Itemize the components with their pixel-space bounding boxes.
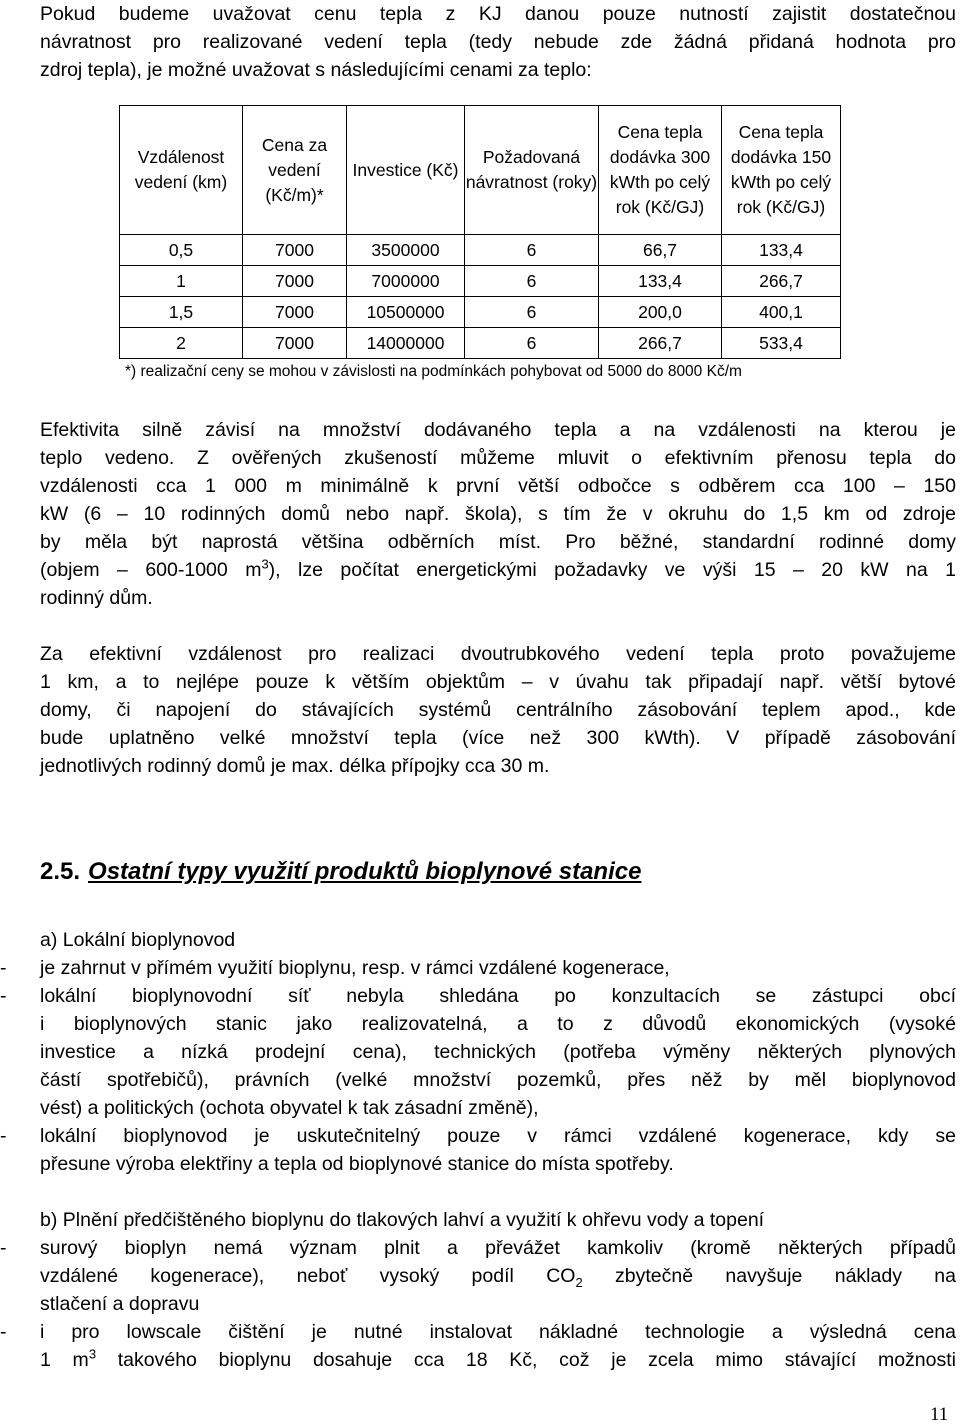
cell: 6 — [465, 297, 599, 328]
subA-bullet-2-line-4: částí spotřebičů), právních (velké množství pozemků, přes něž by měl bioplynovod — [40, 1069, 956, 1091]
para2-line-6 — [40, 556, 956, 584]
subB-bullet-2-line-2-start: 1 m — [40, 1349, 89, 1371]
cell: 2 — [120, 328, 243, 359]
para3-line-3: domy, či napojení do stávajících systémů centrálního zásobování teplem apod., kde — [40, 699, 956, 721]
cubic-superscript: 3 — [261, 556, 269, 572]
cell: 133,4 — [599, 266, 722, 297]
cell: 400,1 — [722, 297, 841, 328]
header-investment: Investice (Kč) — [347, 106, 465, 235]
intro-line-2: návratnost pro realizované vedení tepla (tedy nebude zde žádná přidaná hodnota pro — [40, 31, 956, 53]
cell: 7000 — [243, 328, 347, 359]
cell: 14000000 — [347, 328, 465, 359]
bullet-dash: - — [0, 1321, 7, 1343]
bullet-dash: - — [0, 985, 7, 1007]
header-payback: Požadovaná návratnost (roky) — [465, 106, 599, 235]
cell: 133,4 — [722, 235, 841, 266]
bullet-dash: - — [0, 957, 7, 979]
para2-line-3: vzdálenosti cca 1 000 m minimálně k první větší odbočce s odběrem cca 100 – 150 — [40, 475, 956, 497]
cell: 6 — [465, 328, 599, 359]
subA-bullet-2-line-5: vést) a politických (ochota obyvatel k tak zásadní změně), — [40, 1097, 539, 1119]
cell: 3500000 — [347, 235, 465, 266]
cell: 6 — [465, 235, 599, 266]
cell: 7000000 — [347, 266, 465, 297]
subA-bullet-2-line-2: i bioplynových stanic jako realizovatelná, a to z důvodů ekonomických (vysoké — [40, 1013, 956, 1035]
cell: 7000 — [243, 297, 347, 328]
para2-line-5: by měla být naprostá většina odběrních míst. Pro běžné, standardní rodinné domy — [40, 531, 956, 553]
cell: 1,5 — [120, 297, 243, 328]
subB-bullet-2-line-1: i pro lowscale čištění je nutné instalovat nákladné technologie a výsledná cena — [40, 1321, 956, 1343]
section-number: 2.5. — [40, 858, 81, 885]
page-number: 11 — [930, 1404, 949, 1425]
subA-bullet-1: je zahrnut v přímém využití bioplynu, resp. v rámci vzdálené kogenerace, — [40, 957, 670, 979]
cell: 7000 — [243, 235, 347, 266]
bullet-dash: - — [0, 1125, 7, 1147]
header-line-cost: Cena za vedení (Kč/m)* — [243, 106, 347, 235]
table-header-row — [120, 106, 841, 235]
subA-bullet-3-line-2: přesune výroba elektřiny a tepla od bioplynové stanice do místa spotřeby. — [40, 1153, 674, 1175]
subsection-a-title: a) Lokální bioplynovod — [40, 929, 236, 951]
subB-bullet-1-line-3: stlačení a dopravu — [40, 1293, 200, 1315]
para3-line-2: 1 km, a to nejlépe pouze k větším objektům – v úvahu tak připadají např. větší bytové — [40, 671, 956, 693]
cell: 0,5 — [120, 235, 243, 266]
cell: 266,7 — [722, 266, 841, 297]
table-row — [120, 235, 841, 266]
intro-line-1: Pokud budeme uvažovat cenu tepla z KJ danou pouze nutností zajistit dostatečnou — [40, 3, 956, 25]
para3-line-4: bude uplatněno velké množství tepla (více než 300 kWth). V případě zásobování — [40, 727, 956, 749]
table-row — [120, 328, 841, 359]
subB-bullet-1-line-2-end: zbytečně navyšuje náklady na — [582, 1265, 956, 1287]
table-row — [120, 297, 841, 328]
para2-line-7: rodinný dům. — [40, 587, 153, 609]
subA-bullet-2-line-3: investice a nízká prodejní cena), technických (potřeba výměny některých plynových — [40, 1041, 956, 1063]
cell: 6 — [465, 266, 599, 297]
section-heading — [40, 858, 641, 886]
cell: 7000 — [243, 266, 347, 297]
bullet-dash: - — [0, 1237, 7, 1259]
cell: 266,7 — [599, 328, 722, 359]
para3-line-5: jednotlivých rodinný domů je max. délka přípojky cca 30 m. — [40, 755, 550, 777]
cell: 10500000 — [347, 297, 465, 328]
cell: 66,7 — [599, 235, 722, 266]
subB-bullet-2-line-2-end: takového bioplynu dosahuje cca 18 Kč, což je zcela mimo stávající možnosti — [96, 1349, 956, 1371]
co2-subscript: 2 — [575, 1274, 583, 1290]
header-price-300: Cena tepla dodávka 300 kWth po celý rok (Kč/GJ) — [599, 106, 722, 235]
cell: 1 — [120, 266, 243, 297]
subB-bullet-2-line-2 — [40, 1346, 956, 1374]
subsection-b-title: b) Plnění předčištěného bioplynu do tlakových lahví a využití k ohřevu vody a topení — [40, 1209, 765, 1231]
header-price-150: Cena tepla dodávka 150 kWth po celý rok (Kč/GJ) — [722, 106, 841, 235]
para2-line-2: teplo vedeno. Z ověřených zkušeností můžeme mluvit o efektivním přenosu tepla do — [40, 447, 956, 469]
cell: 200,0 — [599, 297, 722, 328]
cell: 533,4 — [722, 328, 841, 359]
heat-price-table — [119, 105, 841, 359]
table-footnote: *) realizační ceny se mohou v závislosti na podmínkách pohybovat od 5000 do 8000 Kč/m — [125, 363, 742, 380]
subB-bullet-1-line-2 — [40, 1262, 956, 1290]
section-title: Ostatní typy využití produktů bioplynové stanice — [88, 858, 642, 885]
subA-bullet-2-line-1: lokální bioplynovodní síť nebyla shledána po konzultacích se zástupci obcí — [40, 985, 956, 1007]
subA-bullet-3-line-1: lokální bioplynovod je uskutečnitelný pouze v rámci vzdálené kogenerace, kdy se — [40, 1125, 956, 1147]
para3-line-1: Za efektivní vzdálenost pro realizaci dvoutrubkového vedení tepla proto považujeme — [40, 643, 956, 665]
para2-line-6-end: ), lze počítat energetickými požadavky ve výši 15 – 20 kW na 1 — [268, 559, 956, 581]
para2-line-4: kW (6 – 10 rodinných domů nebo např. škola), s tím že v okruhu do 1,5 km od zdroje — [40, 503, 956, 525]
subB-bullet-1-line-2-start: vzdálené kogenerace), neboť vysoký podíl CO — [40, 1265, 576, 1287]
cubic-superscript: 3 — [88, 1346, 97, 1362]
para2-line-1: Efektivita silně závisí na množství dodávaného tepla a na vzdálenosti na kterou je — [40, 419, 956, 441]
intro-line-3: zdroj tepla), je možné uvažovat s následujícími cenami za teplo: — [40, 59, 592, 81]
subB-bullet-1-line-1: surový bioplyn nemá význam plnit a převážet kamkoliv (kromě některých případů — [40, 1237, 956, 1259]
header-distance: Vzdálenost vedení (km) — [120, 106, 243, 235]
table-row — [120, 266, 841, 297]
para2-line-6-start: (objem – 600-1000 m — [40, 559, 262, 581]
